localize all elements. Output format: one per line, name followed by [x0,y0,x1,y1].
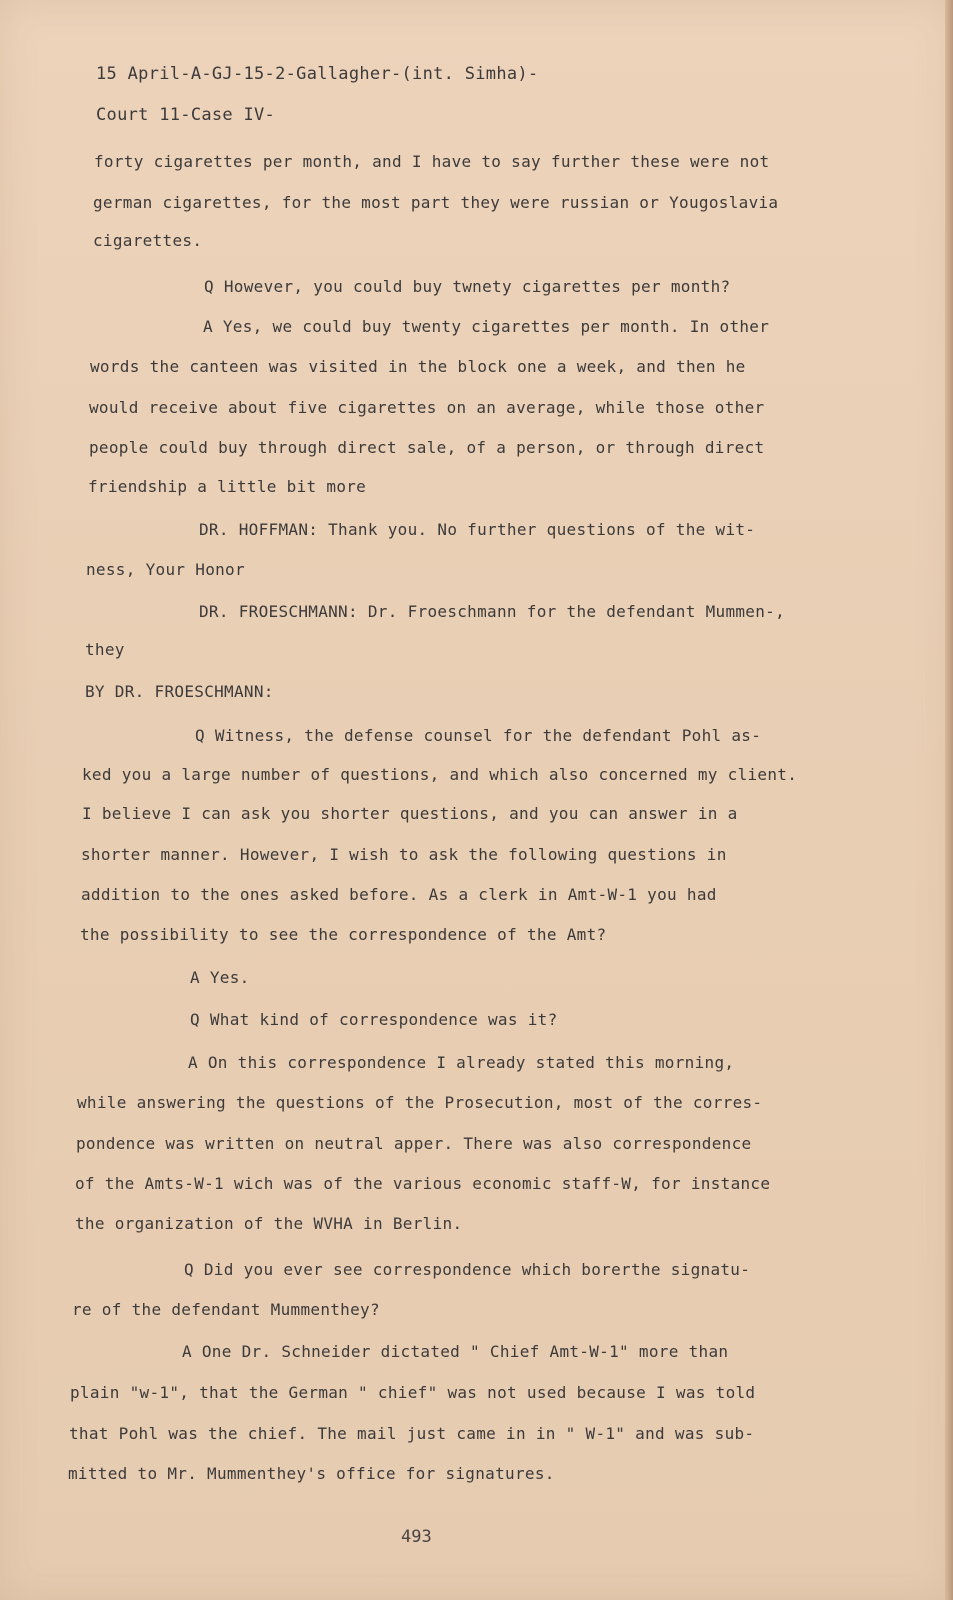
answer-line: A On this correspondence I already stated this morning, [188,1053,735,1072]
speaker-line: DR. HOFFMAN: Thank you. No further questions of the wit- [199,520,756,539]
text-line: addition to the ones asked before. As a clerk in Amt-W-1 you had [81,885,717,904]
speaker-line: DR. FROESCHMANN: Dr. Froeschmann for the defendant Mummen-, [199,602,786,621]
answer-line: A Yes. [190,968,250,987]
text-line: mitted to Mr. Mummenthey's office for signatures. [68,1464,555,1483]
text-line: plain "w-1", that the German " chief" was not used because I was told [70,1383,756,1402]
text-line: would receive about five cigarettes on an average, while those other [89,398,765,417]
page-edge [945,0,953,1600]
text-line: the organization of the WVHA in Berlin. [75,1214,463,1233]
text-line: the possibility to see the correspondence of the Amt? [80,925,607,944]
text-line: of the Amts-W-1 wich was of the various economic staff-W, for instance [75,1174,771,1193]
text-line: they [85,640,125,659]
text-line: I believe I can ask you shorter questions, and you can answer in a [82,804,738,823]
text-line: ked you a large number of questions, and which also concerned my client. [82,765,798,784]
text-line: words the canteen was visited in the block one a week, and then he [90,357,746,376]
text-line: friendship a little bit more [88,477,367,496]
text-line: while answering the questions of the Prosecution, most of the corres- [77,1093,763,1112]
answer-line: A Yes, we could buy twenty cigarettes per month. In other [203,317,770,336]
text-line: shorter manner. However, I wish to ask the following questions in [81,845,727,864]
text-line: cigarettes. [93,231,203,250]
text-line: forty cigarettes per month, and I have to say further these were not [94,152,770,171]
text-line: people could buy through direct sale, of a person, or through direct [89,438,765,457]
answer-line: A One Dr. Schneider dictated " Chief Amt-W-1" more than [182,1342,729,1361]
text-line: ness, Your Honor [86,560,245,579]
header-line-2: Court 11-Case IV- [96,105,276,125]
header-line-1: 15 April-A-GJ-15-2-Gallagher-(int. Simha)- [96,64,539,84]
text-line: re of the defendant Mummenthey? [72,1300,380,1319]
text-line: pondence was written on neutral apper. There was also correspondence [76,1134,752,1153]
text-line: that Pohl was the chief. The mail just came in in " W-1" and was sub- [69,1424,755,1443]
section-heading: BY DR. FROESCHMANN: [85,682,274,701]
page-number: 493 [401,1527,432,1547]
question-line: Q However, you could buy twnety cigarettes per month? [204,277,731,296]
question-line: Q Witness, the defense counsel for the defendant Pohl as- [195,726,762,745]
text-line: german cigarettes, for the most part they were russian or Yougoslavia [93,193,779,212]
question-line: Q Did you ever see correspondence which borerthe signatu- [184,1260,751,1279]
question-line: Q What kind of correspondence was it? [190,1010,558,1029]
